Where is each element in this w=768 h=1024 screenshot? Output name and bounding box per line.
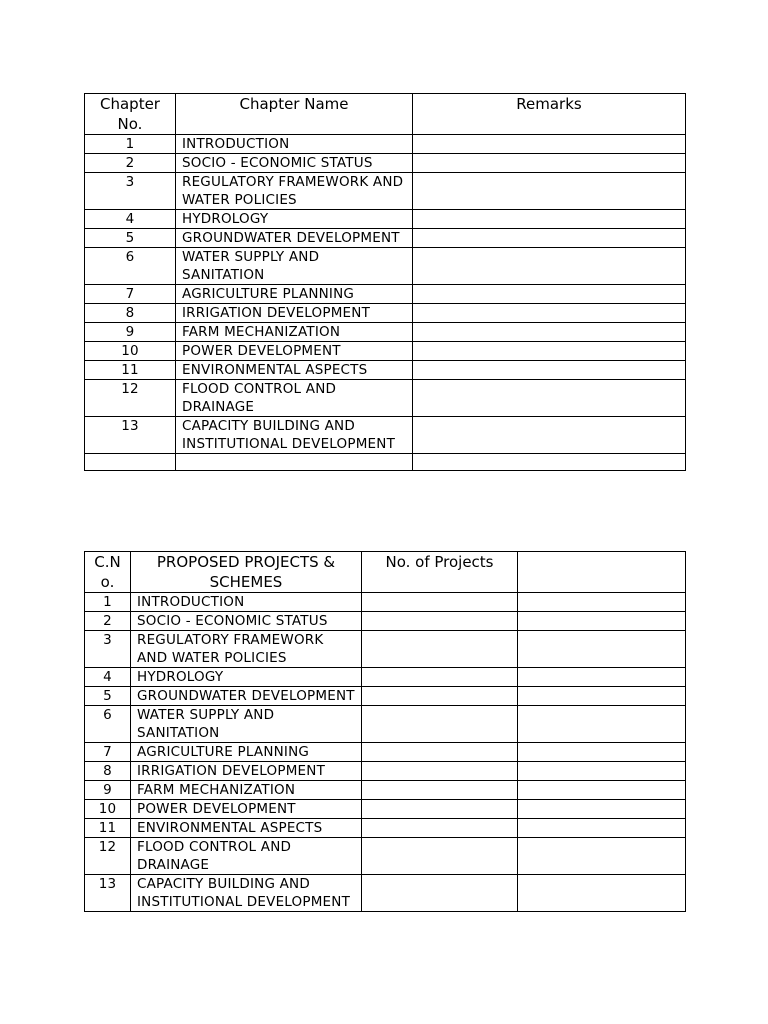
c-no-cell: 12: [85, 838, 131, 875]
chapter-no-cell: 12: [85, 380, 176, 417]
project-name-cell: FARM MECHANIZATION: [131, 781, 362, 800]
blank-cell: [518, 612, 686, 631]
chapter-name-cell: INTRODUCTION: [176, 135, 413, 154]
table-row: [85, 838, 686, 875]
project-name-cell: POWER DEVELOPMENT: [131, 800, 362, 819]
table-row: [85, 875, 686, 912]
blank-cell: [518, 838, 686, 875]
empty-cell: [85, 454, 176, 471]
table-row: [85, 229, 686, 248]
header-proposed-projects: PROPOSED PROJECTS & SCHEMES: [131, 552, 362, 593]
remarks-cell: [413, 173, 686, 210]
project-count-cell: [362, 612, 518, 631]
chapter-no-cell: 7: [85, 285, 176, 304]
projects-table: [84, 551, 686, 912]
project-name-cell: ENVIRONMENTAL ASPECTS: [131, 819, 362, 838]
project-name-cell: AGRICULTURE PLANNING: [131, 743, 362, 762]
project-name-cell: FLOOD CONTROL AND DRAINAGE: [131, 838, 362, 875]
table-row: [85, 342, 686, 361]
header-chapter-no: Chapter No.: [85, 94, 176, 135]
c-no-cell: 8: [85, 762, 131, 781]
table-row: [85, 631, 686, 668]
project-name-cell: IRRIGATION DEVELOPMENT: [131, 762, 362, 781]
chapter-name-cell: POWER DEVELOPMENT: [176, 342, 413, 361]
chapter-no-cell: 3: [85, 173, 176, 210]
chapter-no-cell: 9: [85, 323, 176, 342]
table-row: [85, 593, 686, 612]
chapter-no-cell: 13: [85, 417, 176, 454]
chapter-name-cell: IRRIGATION DEVELOPMENT: [176, 304, 413, 323]
remarks-cell: [413, 380, 686, 417]
chapter-no-cell: 8: [85, 304, 176, 323]
project-name-cell: CAPACITY BUILDING AND INSTITUTIONAL DEVELOPMENT: [131, 875, 362, 912]
blank-cell: [518, 593, 686, 612]
project-name-cell: SOCIO - ECONOMIC STATUS: [131, 612, 362, 631]
empty-row: [85, 454, 686, 471]
project-count-cell: [362, 838, 518, 875]
empty-cell: [176, 454, 413, 471]
table-row: [85, 612, 686, 631]
remarks-cell: [413, 304, 686, 323]
header-no-of-projects: No. of Projects: [362, 552, 518, 593]
remarks-cell: [413, 342, 686, 361]
blank-cell: [518, 706, 686, 743]
chapter-name-cell: ENVIRONMENTAL ASPECTS: [176, 361, 413, 380]
chapter-no-cell: 2: [85, 154, 176, 173]
table-row: [85, 248, 686, 285]
remarks-cell: [413, 135, 686, 154]
project-count-cell: [362, 706, 518, 743]
project-count-cell: [362, 819, 518, 838]
c-no-cell: 10: [85, 800, 131, 819]
project-name-cell: HYDROLOGY: [131, 668, 362, 687]
c-no-cell: 9: [85, 781, 131, 800]
chapter-name-cell: SOCIO - ECONOMIC STATUS: [176, 154, 413, 173]
c-no-cell: 5: [85, 687, 131, 706]
table-row: [85, 210, 686, 229]
header-remarks: Remarks: [413, 94, 686, 135]
project-name-cell: GROUNDWATER DEVELOPMENT: [131, 687, 362, 706]
blank-cell: [518, 800, 686, 819]
table-row: [85, 304, 686, 323]
chapter-name-cell: HYDROLOGY: [176, 210, 413, 229]
table-row: [85, 687, 686, 706]
c-no-cell: 4: [85, 668, 131, 687]
remarks-cell: [413, 229, 686, 248]
project-count-cell: [362, 668, 518, 687]
c-no-cell: 13: [85, 875, 131, 912]
chapter-name-cell: FLOOD CONTROL AND DRAINAGE: [176, 380, 413, 417]
blank-cell: [518, 743, 686, 762]
blank-cell: [518, 631, 686, 668]
table-row: [85, 668, 686, 687]
c-no-cell: 7: [85, 743, 131, 762]
header-blank: [518, 552, 686, 593]
table-row: [85, 781, 686, 800]
chapter-name-cell: GROUNDWATER DEVELOPMENT: [176, 229, 413, 248]
header-chapter-name: Chapter Name: [176, 94, 413, 135]
project-name-cell: REGULATORY FRAMEWORK AND WATER POLICIES: [131, 631, 362, 668]
project-name-cell: WATER SUPPLY AND SANITATION: [131, 706, 362, 743]
c-no-cell: 6: [85, 706, 131, 743]
remarks-cell: [413, 323, 686, 342]
remarks-cell: [413, 248, 686, 285]
remarks-cell: [413, 361, 686, 380]
blank-cell: [518, 781, 686, 800]
project-count-cell: [362, 875, 518, 912]
projects-table-header: [85, 552, 686, 593]
c-no-cell: 2: [85, 612, 131, 631]
c-no-cell: 1: [85, 593, 131, 612]
project-count-cell: [362, 687, 518, 706]
chapter-name-cell: REGULATORY FRAMEWORK AND WATER POLICIES: [176, 173, 413, 210]
chapter-name-cell: CAPACITY BUILDING AND INSTITUTIONAL DEVELOPMENT: [176, 417, 413, 454]
chapter-no-cell: 1: [85, 135, 176, 154]
remarks-cell: [413, 210, 686, 229]
blank-cell: [518, 819, 686, 838]
chapter-no-cell: 11: [85, 361, 176, 380]
table-row: [85, 380, 686, 417]
c-no-cell: 3: [85, 631, 131, 668]
chapter-no-cell: 5: [85, 229, 176, 248]
chapter-no-cell: 4: [85, 210, 176, 229]
table-row: [85, 323, 686, 342]
project-count-cell: [362, 743, 518, 762]
project-count-cell: [362, 593, 518, 612]
blank-cell: [518, 668, 686, 687]
table-row: [85, 173, 686, 210]
remarks-cell: [413, 154, 686, 173]
blank-cell: [518, 687, 686, 706]
project-count-cell: [362, 631, 518, 668]
chapter-no-cell: 10: [85, 342, 176, 361]
table-row: [85, 762, 686, 781]
project-count-cell: [362, 762, 518, 781]
table-row: [85, 154, 686, 173]
chapter-name-cell: WATER SUPPLY AND SANITATION: [176, 248, 413, 285]
chapter-table-header: [85, 94, 686, 135]
table-row: [85, 361, 686, 380]
table-row: [85, 417, 686, 454]
header-c-no: C.No.: [85, 552, 131, 593]
chapter-table: [84, 93, 686, 471]
project-name-cell: INTRODUCTION: [131, 593, 362, 612]
remarks-cell: [413, 417, 686, 454]
chapter-name-cell: FARM MECHANIZATION: [176, 323, 413, 342]
chapter-no-cell: 6: [85, 248, 176, 285]
table-row: [85, 135, 686, 154]
table-row: [85, 285, 686, 304]
blank-cell: [518, 762, 686, 781]
remarks-cell: [413, 285, 686, 304]
table-row: [85, 706, 686, 743]
table-row: [85, 743, 686, 762]
c-no-cell: 11: [85, 819, 131, 838]
project-count-cell: [362, 800, 518, 819]
blank-cell: [518, 875, 686, 912]
empty-cell: [413, 454, 686, 471]
table-row: [85, 800, 686, 819]
table-row: [85, 819, 686, 838]
chapter-name-cell: AGRICULTURE PLANNING: [176, 285, 413, 304]
project-count-cell: [362, 781, 518, 800]
